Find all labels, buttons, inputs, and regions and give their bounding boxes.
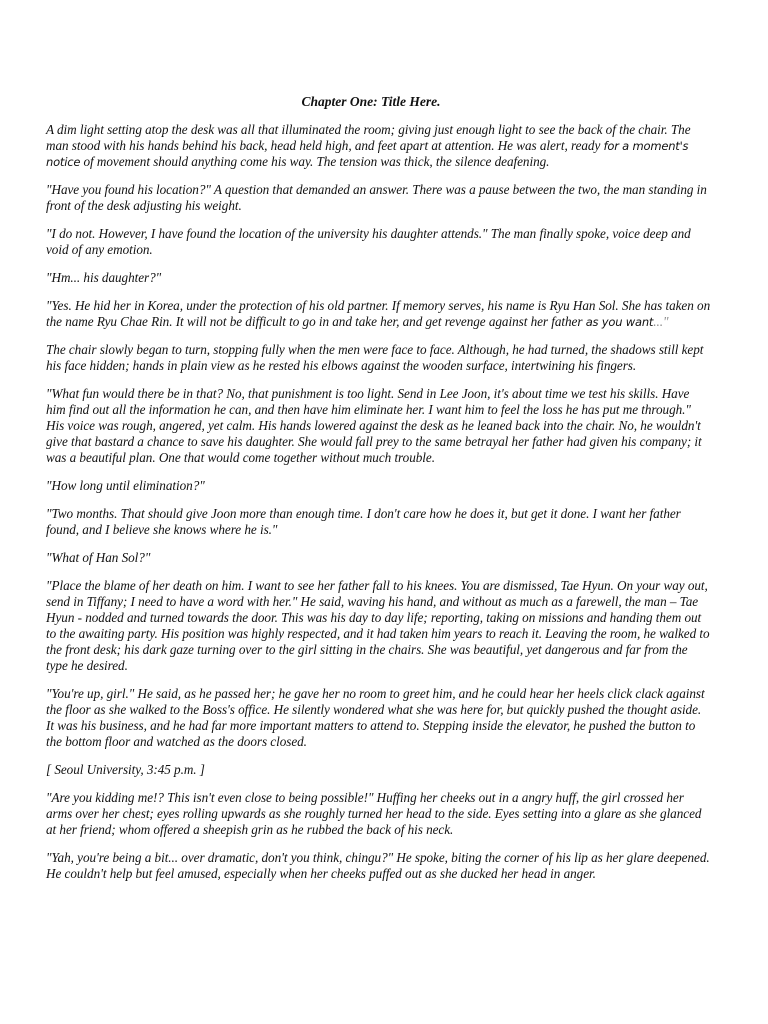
paragraph <box>46 762 712 778</box>
paragraph-text: "What fun would there be in that? No, that punishment is too light. Send in Lee Joon, it's about time we test his skills. Have him find out all the information he can, and then have him eliminate her. I want him to feel the loss he has put me through." His voice was rough, angered, yet calm. His hands lowered against the desk as he leaned back into the chair. No, he wouldn't give that bastard a chance to save his daughter. She would fall prey to the same betrayal her father had given his company; it was a beautiful plan. One that would come together without much trouble. <box>46 386 702 465</box>
paragraph <box>46 298 712 330</box>
paragraph-text: The chair slowly began to turn, stopping fully when the men were face to face. Although, he had turned, the shadows still kept his face hidden; hands in plain view as he rested his elbows against the wooden surface, intertwining his fingers. <box>46 342 704 373</box>
handwritten-text: as you want <box>585 315 654 329</box>
paragraph-text: "How long until elimination?" <box>46 478 205 493</box>
paragraph-text: "Place the blame of her death on him. I want to see her father fall to his knees. You are dismissed, Tae Hyun. On your way out, send in Tiffany; I need to have a word with her." He said, waving his hand, and without as much as a farewell, the man – Tae Hyun - nodded and turned towards the door. This was his day to day life; reporting, taking on missions and handing them out to the awaiting party. His position was highly respected, and it had taken him years to reach it. Leaving the room, he walked to the front desk; his dark gaze turning over to the girl sitting in the chairs. She was beautiful, yet dangerous and far from the type he desired. <box>46 578 710 673</box>
paragraph-text: "You're up, girl." He said, as he passed her; he gave her no room to greet him, and he could hear her heels click clack against the floor as she walked to the Boss's office. He silently wondered what she was here for, but quickly pushed the thought aside. It was his business, and he had far more important matters to attend to. Stepping inside the elevator, he pushed the button to the bottom floor and watched as the doors closed. <box>46 686 705 749</box>
paragraph-text: "I do not. However, I have found the location of the university his daughter attends." The man finally spoke, voice deep and void of any emotion. <box>46 226 691 257</box>
paragraph <box>46 122 712 170</box>
chapter-body <box>46 122 712 894</box>
paragraph <box>46 550 712 566</box>
paragraph <box>46 506 712 538</box>
paragraph <box>46 386 712 466</box>
paragraph-text: "What of Han Sol?" <box>46 550 151 565</box>
paragraph <box>46 342 712 374</box>
paragraph-text: "Two months. That should give Joon more than enough time. I don't care how he does it, but get it done. I want her father found, and I believe she knows where he is." <box>46 506 681 537</box>
paragraph-text: of movement should anything come his way. The tension was thick, the silence deafening. <box>80 154 550 169</box>
paragraph-text: "Hm... his daughter?" <box>46 270 162 285</box>
paragraph <box>46 182 712 214</box>
paragraph-text: "Yes. He hid her in Korea, under the protection of his old partner. If memory serves, his name is Ryu Han Sol. She has taken on the name Ryu Chae Rin. It will not be difficult to go in and take her, and get revenge against her father <box>46 298 711 329</box>
paragraph-text: [ Seoul University, 3:45 p.m. ] <box>46 762 205 777</box>
paragraph <box>46 790 712 838</box>
paragraph-text: A dim light setting atop the desk was all that illuminated the room; giving just enough light to see the back of the chair. The man stood with his hands behind his back, head held high, and feet apart at attention. He was alert, ready <box>46 122 691 153</box>
paragraph <box>46 270 712 286</box>
paragraph <box>46 686 712 750</box>
paragraph <box>46 478 712 494</box>
paragraph <box>46 226 712 258</box>
paragraph <box>46 578 712 674</box>
paragraph-text: "Yah, you're being a bit... over dramatic, don't you think, chingu?" He spoke, biting the corner of his lip as her glare deepened. He couldn't help but feel amused, especially when her cheeks puffed out as she ducked her head in anger. <box>46 850 710 881</box>
paragraph-text: "Are you kidding me!? This isn't even close to being possible!" Huffing her cheeks out in a angry huff, the girl crossed her arms over her chest; eyes rolling upwards as she roughly turned her head to the side. Eyes setting into a glare as she glanced at her friend; whom offered a sheepish grin as he rubbed the back of his neck. <box>46 790 702 837</box>
paragraph-text: "Have you found his location?" A question that demanded an answer. There was a pause between the two, the man standing in front of the desk adjusting his weight. <box>46 182 707 213</box>
chapter-title: Chapter One: Title Here. <box>301 94 441 109</box>
handwritten-text: for a moment's notice <box>46 139 689 169</box>
paragraph <box>46 850 712 882</box>
faded-text: ..." <box>653 314 669 329</box>
